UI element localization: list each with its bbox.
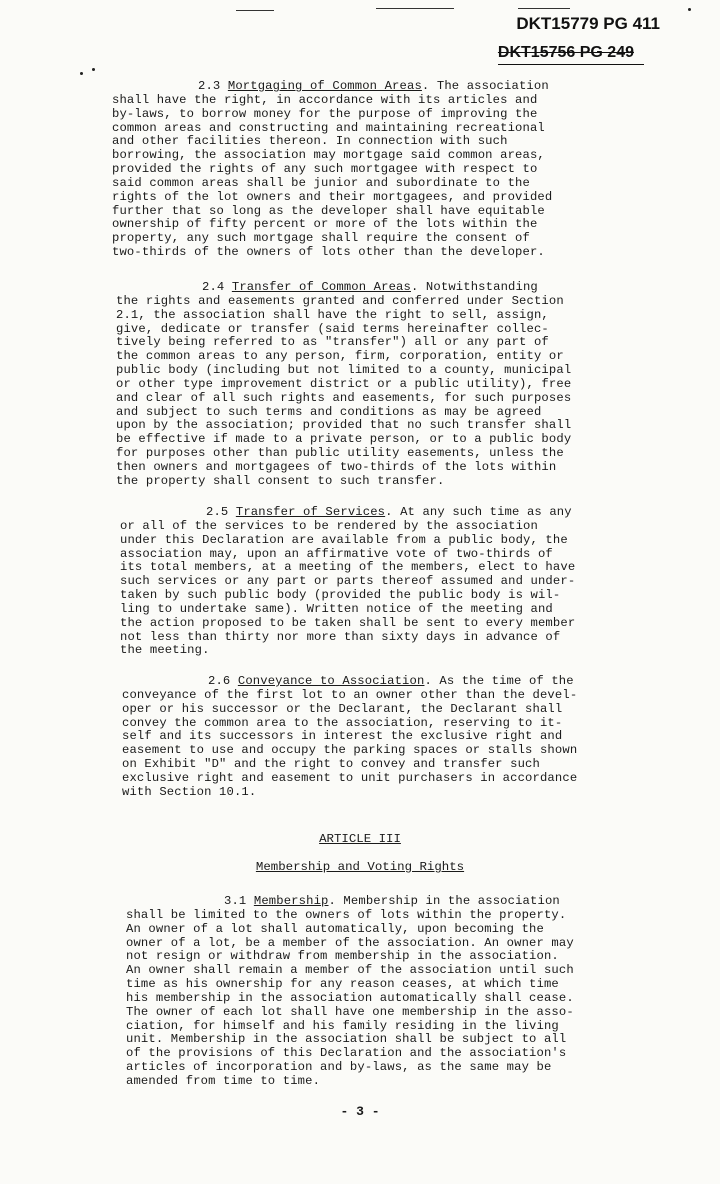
- section-line: or all of the services to be rendered by the association: [120, 518, 538, 533]
- section-line: said common areas shall be junior and subordinate to the: [112, 175, 530, 190]
- section-line: An owner shall remain a member of the association until such: [126, 963, 574, 978]
- scan-speck: [80, 72, 83, 75]
- section-line: not less than thirty nor more than sixty days in advance of: [120, 629, 561, 644]
- section-line: his membership in the association automatically shall cease.: [126, 990, 574, 1005]
- section-line: borrowing, the association may mortgage said common areas,: [112, 148, 545, 163]
- section-heading-title: Mortgaging of Common Areas: [227, 79, 422, 93]
- section-line: 2.6 Conveyance to Association. As the time of the: [208, 674, 574, 688]
- section-line: under this Declaration are available from a public body, the: [120, 532, 568, 547]
- section-heading-title: Transfer of Common Areas: [231, 280, 411, 294]
- section-line: ling to undertake same). Written notice of the meeting and: [120, 601, 553, 616]
- section-line: rights of the lot owners and their mortgagees, and provided: [112, 189, 553, 204]
- section-line: articles of incorporation and by-laws, as the same may be: [126, 1060, 552, 1075]
- section-line: its total members, at a meeting of the members, elect to have: [120, 560, 576, 575]
- section-line: ownership of fifty percent or more of the lots within the: [112, 217, 538, 232]
- section-heading-title: Transfer of Services: [235, 505, 386, 519]
- section-line: association may, upon an affirmative vote of two-thirds of: [120, 546, 553, 561]
- section-heading-title: Membership: [253, 894, 329, 908]
- section-line: tively being referred to as "transfer") all or any part of: [116, 335, 549, 350]
- section-line: taken by such public body (provided the public body is wil-: [120, 588, 561, 603]
- section-line: 3.1 Membership. Membership in the association: [224, 894, 560, 908]
- section-line: the common areas to any person, firm, corporation, entity or: [116, 349, 564, 364]
- article-number: [0, 832, 720, 846]
- section-line: further that so long as the developer shall have equitable: [112, 203, 545, 218]
- section-line: such services or any part or parts thereof assumed and under-: [120, 574, 576, 589]
- section-line: The owner of each lot shall have one membership in the asso-: [126, 1004, 574, 1019]
- section-line: ciation, for himself and his family residing in the living: [126, 1018, 559, 1033]
- section-2-3: [112, 80, 600, 260]
- docket-stamp: DKT15779 PG 411: [516, 14, 660, 33]
- section-line: for purposes other than public utility easements, unless the: [116, 446, 564, 461]
- section-line: time as his ownership for any reason ceases, at which time: [126, 977, 559, 992]
- section-line: not resign or withdraw from membership in the association.: [126, 949, 559, 964]
- scan-speck: [92, 68, 95, 71]
- section-line: by-laws, to borrow money for the purpose of improving the: [112, 106, 538, 121]
- section-line: two-thirds of the owners of lots other than the developer.: [112, 245, 545, 260]
- section-line: be effective if made to a private person, or to a public body: [116, 432, 572, 447]
- section-line: common areas and constructing and maintaining recreational: [112, 120, 545, 135]
- section-line: of the provisions of this Declaration and the association's: [126, 1046, 567, 1061]
- section-line: and subject to such terms and conditions as may be agreed: [116, 404, 542, 419]
- section-line: give, dedicate or transfer (said terms hereinafter collec-: [116, 321, 549, 336]
- section-line: exclusive right and easement to unit purchasers in accordance: [122, 770, 578, 785]
- section-2-4: [116, 281, 630, 489]
- section-line: self and its successors in interest the exclusive right and: [122, 729, 563, 744]
- section-line: conveyance of the first lot to an owner other than the devel-: [122, 687, 578, 702]
- section-line: with Section 10.1.: [122, 784, 257, 799]
- scan-mark: [518, 8, 570, 9]
- section-line: then owners and mortgagees of two-thirds of the lots within: [116, 459, 557, 474]
- section-line: 2.1, the association shall have the right to sell, assign,: [116, 307, 549, 322]
- section-2-6: [122, 675, 636, 800]
- section-line: 2.3 Mortgaging of Common Areas. The association: [198, 79, 549, 93]
- section-line: on Exhibit "D" and the right to convey and transfer such: [122, 757, 540, 772]
- section-line: shall be limited to the owners of lots within the property.: [126, 907, 567, 922]
- section-line: 2.5 Transfer of Services. At any such time as any: [206, 505, 572, 519]
- stamp-underline: [498, 64, 644, 65]
- section-line: 2.4 Transfer of Common Areas. Notwithstanding: [202, 280, 538, 294]
- scan-mark: [236, 10, 274, 11]
- article-title-text: Membership and Voting Rights: [255, 860, 465, 874]
- section-line: provided the rights of any such mortgagee with respect to: [112, 162, 538, 177]
- section-line: convey the common area to the association, reserving to it-: [122, 715, 563, 730]
- section-line: An owner of a lot shall automatically, upon becoming the: [126, 921, 544, 936]
- section-line: the rights and easements granted and conferred under Section: [116, 293, 564, 308]
- section-line: upon by the association; provided that no such transfer shall: [116, 418, 572, 433]
- section-line: property, any such mortgage shall require the consent of: [112, 231, 530, 246]
- scan-mark: [376, 8, 454, 9]
- section-line: public body (including but not limited to a county, municipal: [116, 363, 572, 378]
- section-line: the action proposed to be taken shall be sent to every member: [120, 615, 576, 630]
- section-line: oper or his successor or the Declarant, the Declarant shall: [122, 701, 563, 716]
- section-line: shall have the right, in accordance with its articles and: [112, 92, 538, 107]
- section-2-5: [120, 506, 632, 658]
- section-line: owner of a lot, be a member of the association. An owner may: [126, 935, 574, 950]
- superseded-docket-stamp: [498, 44, 634, 62]
- section-line: amended from time to time.: [126, 1073, 321, 1088]
- section-line: unit. Membership in the association shall be subject to all: [126, 1032, 567, 1047]
- section-heading-title: Conveyance to Association: [237, 674, 425, 688]
- section-line: and other facilities thereon. In connection with such: [112, 134, 508, 149]
- section-line: and clear of all such rights and easements, for such purposes: [116, 390, 572, 405]
- page-number: - 3 -: [340, 1104, 380, 1119]
- section-line: the property shall consent to such transfer.: [116, 473, 445, 488]
- superseded-docket-text: DKT15756 PG 249: [497, 44, 634, 61]
- section-3-1: [126, 895, 642, 1089]
- article-title: [0, 860, 720, 874]
- scan-speck: [688, 8, 691, 11]
- section-line: the meeting.: [120, 643, 210, 658]
- section-line: easement to use and occupy the parking spaces or stalls shown: [122, 743, 578, 758]
- section-line: or other type improvement district or a public utility), free: [116, 376, 572, 391]
- article-number-text: ARTICLE III: [319, 832, 401, 846]
